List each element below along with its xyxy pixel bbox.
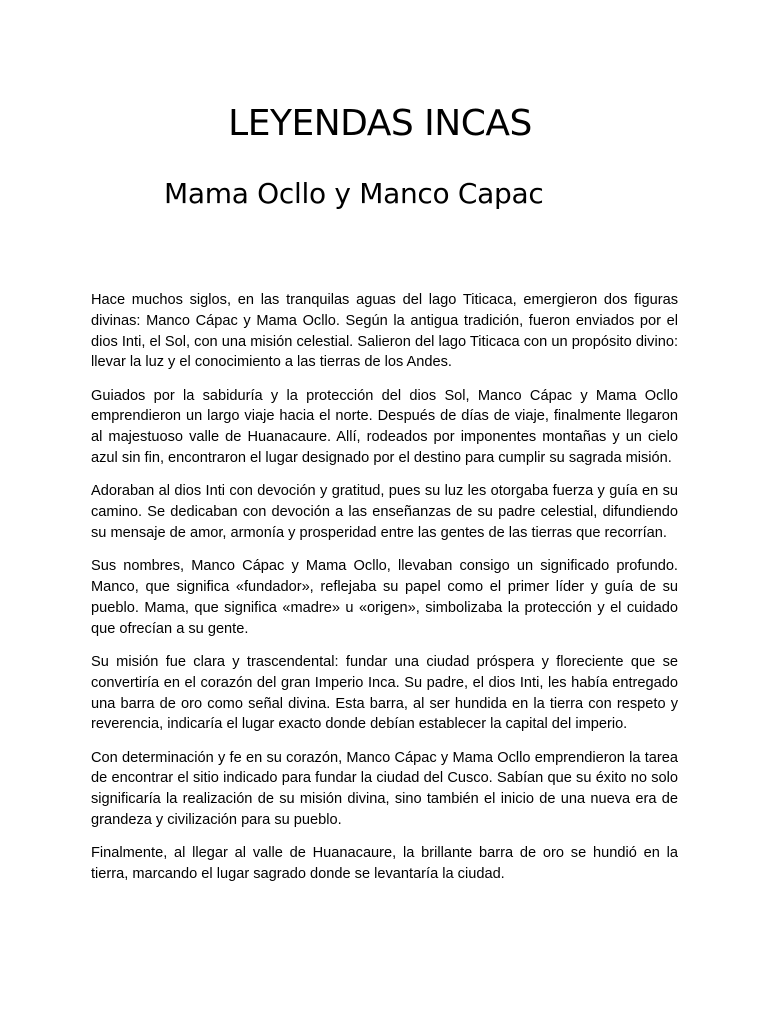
paragraph: Finalmente, al llegar al valle de Huanacaure, la brillante barra de oro se hundió en la tierra, marcando el lugar sagrado donde se levantaría la ciudad.: [91, 845, 678, 883]
paragraph: Su misión fue clara y trascendental: fundar una ciudad próspera y floreciente que se convertiría en el corazón del gran Imperio Inca. Su padre, el dios Inti, les había entregado una barra de oro como señal divina. Esta barra, al ser hundida en la tierra con respeto y reverencia, indicaría el lugar exacto donde debían establecer la capital del imperio.: [91, 653, 678, 733]
document-body: [91, 290, 678, 897]
paragraph: Con determinación y fe en su corazón, Manco Cápac y Mama Ocllo emprendieron la tarea de encontrar el sitio indicado para fundar la ciudad del Cusco. Sabían que su éxito no solo significaría la realización de su misión divina, sino también el inicio de una nueva era de grandeza y civilización para su pueblo.: [91, 749, 678, 829]
paragraph: Adoraban al dios Inti con devoción y gratitud, pues su luz les otorgaba fuerza y guía en su camino. Se dedicaban con devoción a las enseñanzas de su padre celestial, difundiendo su mensaje de amor, armonía y prosperidad entre las gentes de las tierras que recorrían.: [91, 483, 678, 541]
paragraph: Sus nombres, Manco Cápac y Mama Ocllo, llevaban consigo un significado profundo. Manco, que significa «fundador», reflejaba su papel como el primer líder y guía de su pueblo. Mama, que significa «madre» u «origen», simbolizaba la protección y el cuidado que ofrecían a su gente.: [91, 558, 678, 637]
paragraph: Hace muchos siglos, en las tranquilas aguas del lago Titicaca, emergieron dos figuras divinas: Manco Cápac y Mama Ocllo. Según la antigua tradición, fueron enviados por el dios Inti, el Sol, con una misión celestial. Salieron del lago Titicaca con un propósito divino: llevar la luz y el conocimiento a las tierras de los Andes.: [91, 292, 678, 371]
document-subtitle: Mama Ocllo y Manco Capac: [164, 177, 544, 210]
paragraph: Guiados por la sabiduría y la protección del dios Sol, Manco Cápac y Mama Ocllo emprendieron un largo viaje hacia el norte. Después de días de viaje, finalmente llegaron al majestuoso valle de Huanacaure. Allí, rodeados por imponentes montañas y un cielo azul sin fin, encontraron el lugar designado por el destino para cumplir su sagrada misión.: [91, 387, 678, 467]
document-title: LEYENDAS INCAS: [228, 103, 532, 144]
